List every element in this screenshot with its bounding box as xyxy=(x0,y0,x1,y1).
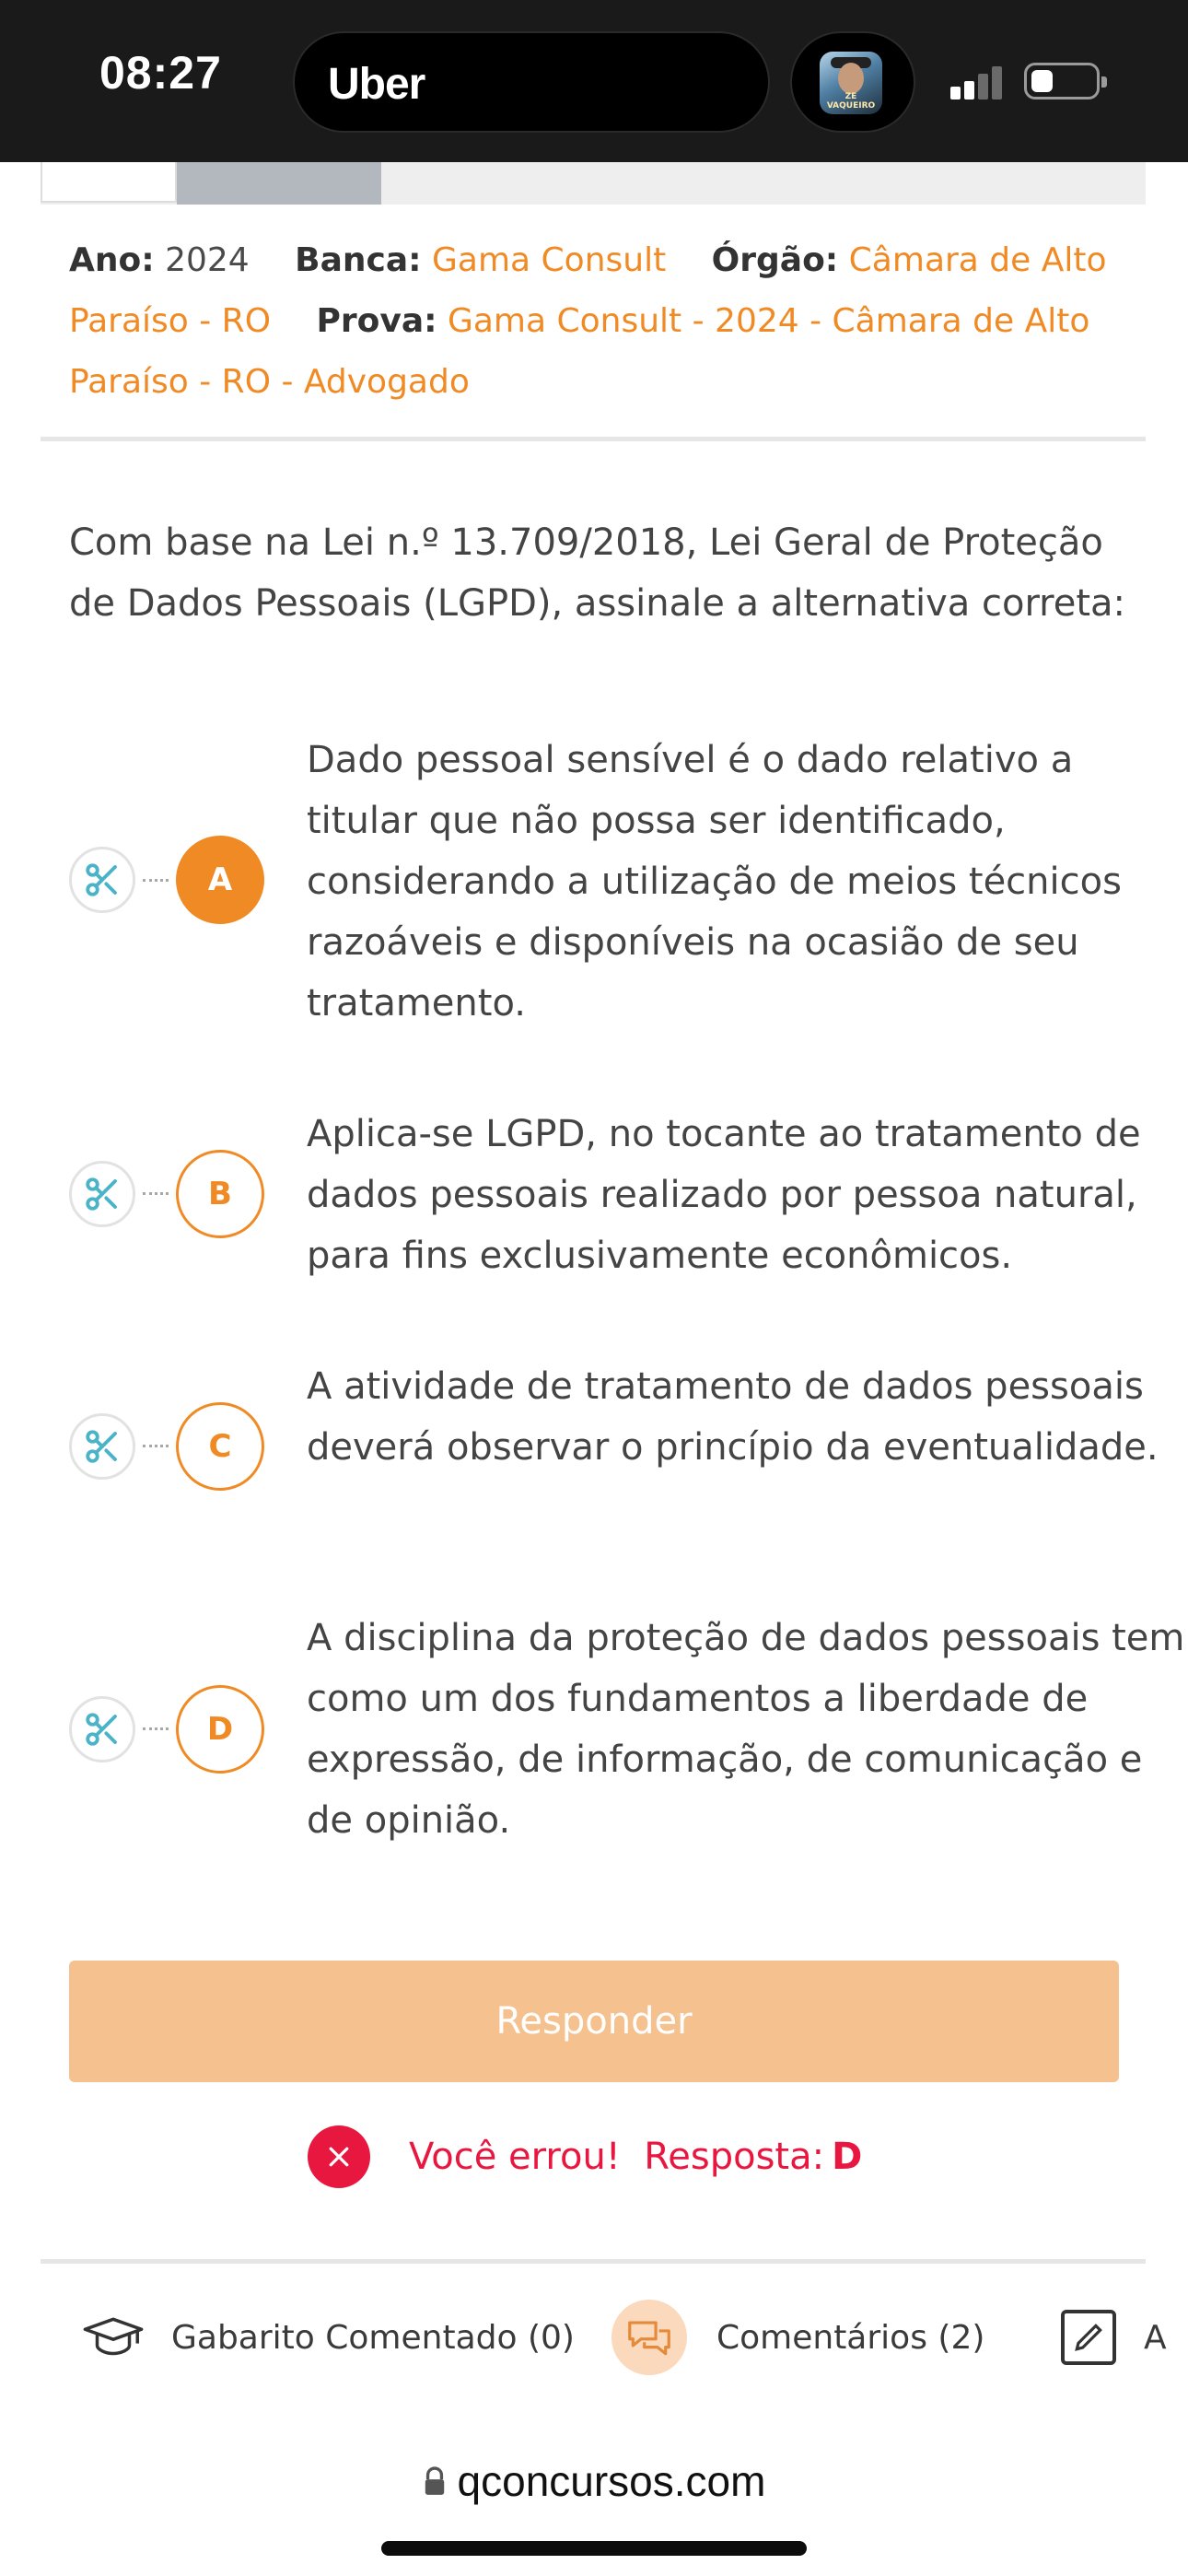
graduation-cap-icon xyxy=(81,2314,146,2360)
gabarito-label: Gabarito Comentado (0) xyxy=(171,2318,575,2357)
banca-link[interactable]: Gama Consult xyxy=(432,241,667,279)
url-text: qconcursos.com xyxy=(457,2457,766,2505)
battery-level xyxy=(1031,70,1053,92)
comentarios-label: Comentários (2) xyxy=(716,2318,985,2357)
question-statement: Com base na Lei n.º 13.709/2018, Lei Geral de Proteção de Dados Pessoais (LGPD), assinale a alternativa correta: xyxy=(69,521,1126,625)
correct-answer: D xyxy=(832,2136,863,2178)
prova-link[interactable]: Gama Consult - 2024 - Câmara de Alto Paraíso - RO - Advogado xyxy=(69,302,1090,401)
responder-button[interactable]: Responder xyxy=(69,1961,1119,2082)
tabs-strip xyxy=(41,162,1146,205)
album-art-caption: ZE VAQUEIRO xyxy=(826,92,876,111)
signal-bar xyxy=(978,74,988,100)
error-icon xyxy=(308,2125,370,2188)
divider xyxy=(41,437,1146,441)
divider xyxy=(41,2259,1146,2264)
connector-dots xyxy=(143,1727,169,1733)
scissors-icon[interactable] xyxy=(69,1161,135,1227)
battery-icon xyxy=(1024,63,1100,100)
question-actions-bar xyxy=(0,2287,1188,2388)
signal-bar xyxy=(992,66,1002,100)
orgao-link[interactable]: Câmara de Alto Paraíso - RO xyxy=(69,241,1107,340)
island-app-label: Uber xyxy=(328,60,425,109)
gabarito-comentado-button[interactable] xyxy=(81,2287,575,2388)
option-text[interactable]: Aplica-se LGPD, no tocante ao tratamento de dados pessoais realizado por pessoa natural, para fins exclusivamente econômicos. xyxy=(307,1113,1141,1277)
option-letter[interactable]: A xyxy=(176,836,264,924)
result-message: Você errou! Resposta: xyxy=(409,2136,825,2178)
result-feedback xyxy=(308,2125,862,2189)
notes-button[interactable] xyxy=(1061,2287,1167,2388)
connector-dots xyxy=(143,1192,169,1198)
edit-icon xyxy=(1061,2310,1116,2365)
orgao-label: Órgão: xyxy=(711,241,839,279)
option-b[interactable] xyxy=(69,1104,1141,1288)
scissors-icon[interactable] xyxy=(69,847,135,913)
option-text[interactable]: A atividade de tratamento de dados pessoais deverá observar o princípio da eventualidade. xyxy=(307,1365,1159,1469)
chat-bubbles-icon xyxy=(611,2300,687,2375)
ano-value: 2024 xyxy=(165,241,250,279)
signal-bar xyxy=(950,87,961,100)
banca-label: Banca: xyxy=(295,241,422,279)
cellular-signal-icon xyxy=(950,64,1004,100)
album-art-image xyxy=(820,52,882,114)
comentarios-button[interactable] xyxy=(611,2287,984,2388)
question-meta xyxy=(69,230,1128,413)
option-text[interactable]: A disciplina da proteção de dados pessoais tem como um dos fundamentos a liberdade de expressão, de informação, de comunicação e de opinião. xyxy=(307,1617,1185,1842)
prova-label: Prova: xyxy=(316,302,437,340)
option-a[interactable] xyxy=(69,730,1137,1034)
option-text[interactable]: Dado pessoal sensível é o dado relativo a titular que não possa ser identificado, considerando a utilização de meios técnicos razoáveis e disponíveis na ocasião de seu tratamento. xyxy=(307,739,1122,1025)
tab-gray[interactable] xyxy=(177,162,381,205)
status-bar xyxy=(0,0,1188,162)
home-indicator[interactable] xyxy=(381,2541,807,2556)
scissors-icon[interactable] xyxy=(69,1413,135,1480)
connector-dots xyxy=(143,1445,169,1450)
scissors-icon[interactable] xyxy=(69,1696,135,1762)
lock-icon xyxy=(423,2465,447,2497)
option-d[interactable] xyxy=(69,1608,1185,1856)
signal-bar xyxy=(964,81,974,100)
notes-label-cut: A xyxy=(1144,2318,1167,2357)
option-letter[interactable]: D xyxy=(176,1685,264,1774)
dynamic-island-media[interactable] xyxy=(790,31,915,133)
dynamic-island-live-activity[interactable] xyxy=(293,31,770,133)
tab-blank[interactable] xyxy=(41,162,177,203)
status-time: 08:27 xyxy=(99,47,222,99)
connector-dots xyxy=(143,879,169,884)
ano-label: Ano: xyxy=(69,241,155,279)
option-letter[interactable]: B xyxy=(176,1150,264,1238)
option-letter[interactable]: C xyxy=(176,1402,264,1491)
option-c[interactable] xyxy=(69,1356,1159,1540)
